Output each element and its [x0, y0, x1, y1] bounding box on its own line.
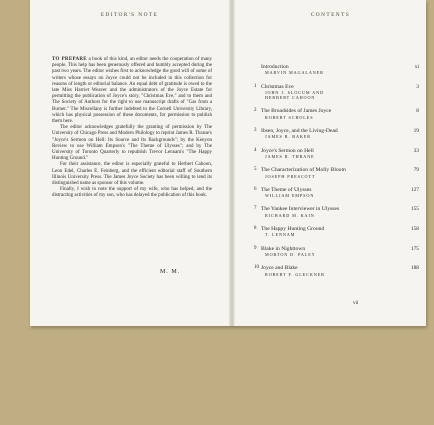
toc-page-number: 19	[413, 128, 419, 135]
toc-author: MORTON D. PALEY	[265, 252, 316, 258]
toc-page-number: 158	[410, 226, 419, 233]
paragraph-1-text: a book of this kind, an editor needs the cooperation of many people. This help has been generously offered and humbly accepted during the past two years. The editor wishes first to acknowledge the good will of some of writers whose essays on Joyce could not be included in this collection for reasons of length or editorial balance. An equal debt of gratitude is owed to the late Miss Harriet Weaver and the administrators of the Joyce Estate for permitting the publication of Joyce's story, "Christmas Eve," and to them and The Society of Authors for the right to use manuscript drafts of "Gas from a Burner." The Miscellany is further indebted to the Cornell University Library, which has physical possession of these documents, for permission to publish them here.	[52, 57, 213, 125]
toc-author: T. LENNAM	[265, 232, 296, 238]
toc-entry	[261, 64, 419, 76]
toc-title: The Characterization of Molly Bloom	[261, 167, 346, 174]
toc-chapter-number: 2	[254, 108, 257, 114]
toc-entry	[254, 108, 419, 120]
toc-entry	[254, 245, 419, 258]
toc-entry	[254, 128, 419, 140]
toc-entry	[254, 226, 419, 238]
toc-entry	[254, 167, 419, 179]
toc-chapter-number: 6	[254, 186, 257, 192]
toc-entry	[254, 265, 419, 277]
toc-chapter-number: 3	[254, 128, 257, 134]
toc-title: Christmas Eve	[261, 83, 294, 90]
toc-author: JAMES R. BAKER	[265, 134, 311, 140]
toc-author: RICHARD M. KAIN	[265, 212, 315, 218]
toc-title: The Theme of Ulysses	[261, 186, 312, 193]
toc-author: JAMES R. THRANE	[265, 154, 315, 160]
paragraph-4: Finally, I wish to note the support of my wife, who has helped, and the distracting activities of my son, who has delayed the publication of this book.	[52, 187, 212, 199]
page-folio: vii	[353, 301, 359, 306]
toc-page-number: 3	[416, 83, 419, 90]
toc-chapter-number: 5	[254, 167, 257, 173]
toc-page-number: xi	[414, 64, 419, 70]
toc-title: The Happy Hunting Ground	[261, 226, 325, 233]
editor-signature: M. M.	[160, 269, 181, 275]
toc-author-second: HERBERT CAHOON	[265, 95, 316, 101]
running-head-editors-note: EDITOR'S NOTE	[100, 12, 159, 18]
paragraph-3: For their assistance, the editor is especially grateful to Herbert Cahoon, Leon Edel, Charles E. Feinberg, and the efficient editorial staff of Southern Illinois University Press. The James Joyce Society has been willing to lend its distinguished name as sponsor of this volume.	[52, 162, 212, 187]
toc-title: Ibsen, Joyce, and the Living-Dead	[261, 128, 338, 135]
toc-title: Blake in Nighttown	[261, 245, 306, 252]
toc-page-number: 33	[413, 147, 419, 154]
toc-title: Introduction	[261, 64, 289, 70]
toc-chapter-number: 4	[254, 147, 257, 153]
toc-entry	[254, 83, 419, 101]
toc-title: The Yankee Interviewer in Ulysses	[261, 206, 340, 213]
table-of-contents	[254, 64, 419, 277]
toc-entry	[254, 147, 419, 160]
paragraph-1	[52, 57, 212, 125]
toc-author: WILLIAM EMPSON	[265, 193, 315, 199]
toc-page-number: 155	[410, 206, 419, 213]
open-book	[30, 0, 426, 326]
toc-author: ROBERT SCHOLES	[265, 114, 314, 120]
paragraph-2: The editor acknowledges gratefully the granting of permission by The University of Chicago Press and Modern Philology to reprint James R. Thrane's "Joyce's Sermon on Hell: Its Source and Its Backgrounds"; by the Kenyon Review to use William Empson's "The Theme of Ulysses"; and by The University of Toronto Quarterly to republish Trevor Lennam's "The Happy Hunting Ground."	[52, 125, 212, 162]
toc-chapter-number: 7	[254, 206, 257, 212]
toc-title: The Broadsides of James Joyce	[261, 108, 332, 115]
toc-title: Joyce's Sermon on Hell	[261, 147, 314, 154]
toc-chapter-number: 10	[254, 265, 259, 271]
editors-note-body	[52, 57, 212, 200]
toc-entry	[254, 206, 419, 218]
toc-title: Joyce and Blake	[261, 265, 298, 272]
toc-page-number: 127	[410, 186, 419, 193]
toc-author: MARVIN MAGALANER	[265, 70, 324, 76]
running-head-contents: CONTENTS	[310, 12, 351, 18]
toc-author: JOSEPH PRESCOTT	[265, 173, 316, 179]
toc-author: JOHN J. SLOCUM AND	[265, 90, 325, 96]
right-page	[235, 0, 426, 326]
toc-page-number: 79	[413, 167, 419, 174]
toc-page-number: 175	[410, 245, 419, 252]
toc-chapter-number: 1	[254, 83, 257, 89]
drop-word: TO PREPARE	[52, 57, 87, 62]
toc-entry	[254, 186, 419, 199]
toc-author: ROBERT F. GLECKNER	[265, 271, 325, 277]
toc-chapter-number: 8	[254, 226, 257, 232]
toc-chapter-number: 9	[254, 245, 257, 251]
toc-page-number: 8	[416, 108, 419, 115]
left-page	[30, 0, 229, 326]
toc-page-number: 188	[410, 265, 419, 272]
